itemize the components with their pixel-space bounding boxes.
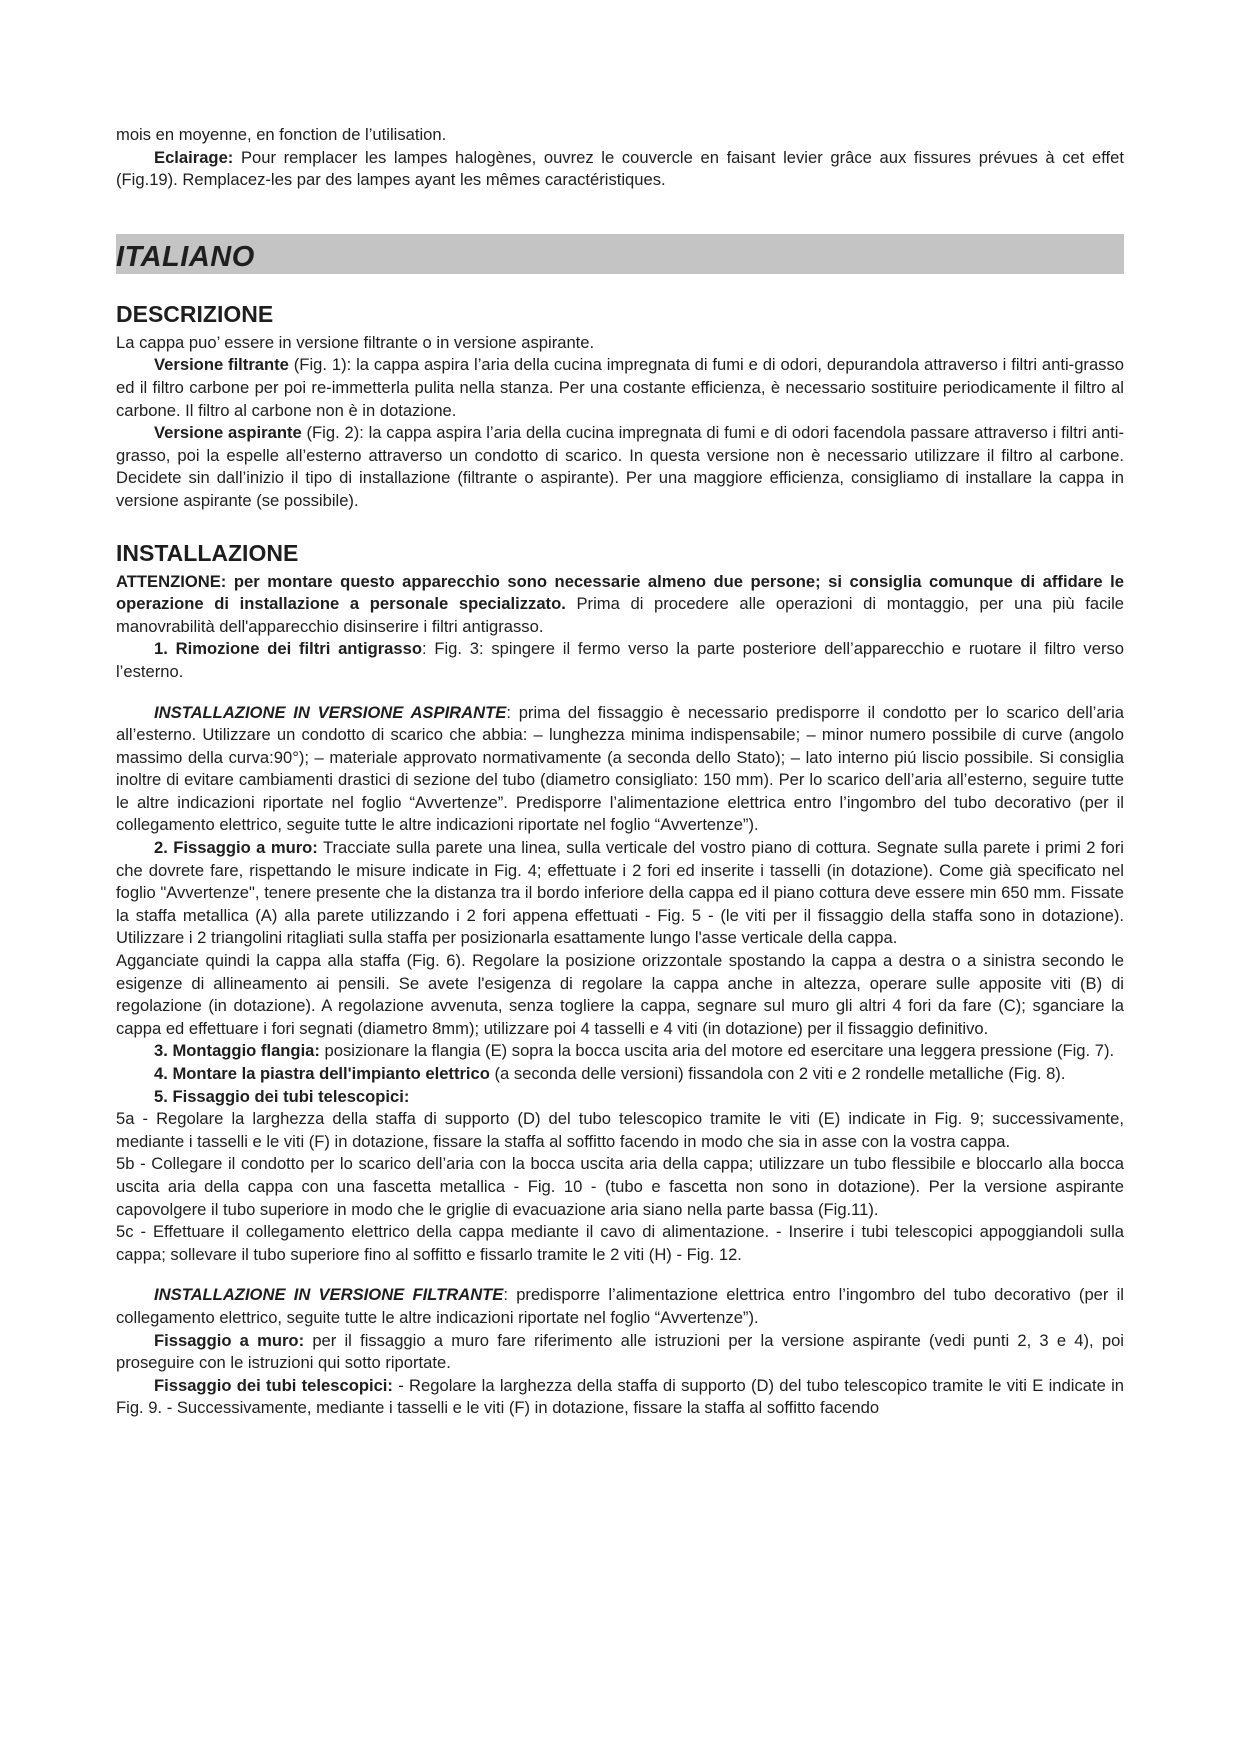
paragraph-step1 — [116, 638, 1124, 683]
label-aspirante: Versione aspirante — [154, 423, 302, 443]
text: posizionare la flangia (E) sopra la bocca uscita aria del motore ed esercitare una leggera pressione (Fig. 7). — [319, 1041, 1115, 1061]
section-banner — [116, 234, 1124, 274]
text: : Fig. 3: spingere il fermo verso la parte posteriore dell’apparecchio e ruotare il filtro verso l’esterno. — [116, 639, 1124, 681]
text: Pour remplacer les lampes halogènes, ouvrez le couvercle en faisant levier grâce aux fissures prévues à cet effet (Fig.19). Remplacez-les par des lampes ayant les mêmes caractéristiques. — [116, 147, 1124, 190]
text: : predisporre l’alimentazione elettrica entro l’ingombro del tubo decorativo (per il collegamento elettrico, seguite tutte le altre indicazioni riportate nel foglio “Avvertenze”). — [116, 1285, 1124, 1327]
paragraph-step3 — [116, 1040, 1124, 1063]
text: Prima di procedere alle operazioni di montaggio, per una più facile manovrabilità dell'apparecchio disinserire i filtri antigrasso. — [116, 594, 1125, 636]
paragraph-continuation — [116, 124, 1124, 147]
title-filtrante: INSTALLAZIONE IN VERSIONE FILTRANTE — [154, 1285, 504, 1305]
label-fissaggio-tubi: Fissaggio dei tubi telescopici: — [154, 1375, 393, 1395]
banner-title: ITALIANO — [116, 240, 255, 273]
text: Agganciate quindi la cappa alla staffa (Fig. 6). Regolare la posizione orizzontale spostando la cappa a destra o a sinistra secondo le esigenze di allineamento ai pensili. Se avete l'esigenza di regolare la cappa anche in altezza, operare sulle apposite viti (B) di regolazione (in dotazione). A regolazione avvenuta, senza togliere la cappa, segnare sul muro gli altri 4 fori da fare (C); sganciare la cappa ed effettuare i fori segnati (diametro 8mm); utilizzare poi 4 tasselli e 4 viti (in dotazione) per il fissaggio definitivo. — [116, 951, 1124, 1038]
paragraph-step5a — [116, 1108, 1124, 1153]
label-step4: 4. Montare la piastra dell'impianto elettrico — [154, 1064, 490, 1083]
text: La cappa puo’ essere in versione filtrante o in versione aspirante. — [116, 332, 595, 352]
label-filtrante: Versione filtrante — [154, 355, 289, 375]
paragraph-fissaggio-muro — [116, 1330, 1124, 1375]
document-page — [116, 124, 1124, 1420]
text: (Fig. 1): la cappa aspira l’aria della cucina impregnata di fumi e di odori, depurandola attraverso i filtri anti-grasso ed il filtro carbone per poi re-immetterla pulita nella stanza. Per una costante efficienza, è necessario sostituire periodicamente il filtro al carbone. Il filtro al carbone non è in dotazione. — [116, 355, 1124, 420]
paragraph-agganciate — [116, 950, 1124, 1040]
label-eclairage: Eclairage: — [154, 147, 234, 167]
paragraph-step5-label — [116, 1086, 1124, 1109]
paragraph-eclairage — [116, 147, 1124, 192]
text: - Regolare la larghezza della staffa di supporto (D) del tubo telescopico tramite le viti E indicate in Fig. 9. - Successivamente, mediante i tasselli e le viti (F) in dotazione, fissare la staffa al soffitto facendo — [116, 1375, 1124, 1418]
text: (Fig. 2): la cappa aspira l’aria della cucina impregnata di fumi e di odori facendola passare attraverso i filtri anti-grasso, poi la espelle all’esterno attraverso un condotto di scarico. In questa versione non è necessario utilizzare il filtro al carbone. Decidete sin dall’inizio il tipo di installazione (filtrante o aspirante). Per una maggiore efficienza, consigliamo di installare la cappa in versione aspirante (se possibile). — [116, 423, 1124, 510]
paragraph-aspirante — [116, 422, 1124, 512]
heading-descrizione: DESCRIZIONE — [116, 300, 274, 327]
text: (a seconda delle versioni) fissandola con 2 viti e 2 rondelle metalliche (Fig. 8). — [489, 1064, 1066, 1083]
label-step2: 2. Fissaggio a muro: — [154, 838, 318, 858]
label-step3: 3. Montaggio flangia: — [154, 1041, 320, 1061]
paragraph-step2 — [116, 837, 1124, 950]
warning-text: ATTENZIONE: per montare questo apparecchio sono necessarie almeno due persone; si consiglia comunque di affidare le operazione di installazione a personale specializzato. — [116, 571, 1124, 614]
paragraph-attenzione — [116, 571, 1124, 639]
title-aspirante: INSTALLAZIONE IN VERSIONE ASPIRANTE — [154, 702, 507, 722]
paragraph-step5b — [116, 1153, 1124, 1221]
text: mois en moyenne, en fonction de l’utilisation. — [116, 125, 447, 144]
text: 5c - Effettuare il collegamento elettrico della cappa mediante il cavo di alimentazione. - Inserire i tubi telescopici appoggiandoli sulla cappa; sollevare il tubo superiore fino al soffitto e fissarlo tramite le 2 viti (H) - Fig. 12. — [116, 1222, 1124, 1264]
paragraph-step5c — [116, 1221, 1124, 1266]
paragraph-intro — [116, 332, 1124, 355]
paragraph-fissaggio-tubi — [116, 1375, 1124, 1420]
text: per il fissaggio a muro fare riferimento alle istruzioni per la versione aspirante (vedi punti 2, 3 e 4), poi proseguire con le istruzioni qui sotto riportate. — [116, 1330, 1124, 1373]
heading-installazione: INSTALLAZIONE — [116, 539, 299, 566]
text: 5a - Regolare la larghezza della staffa di supporto (D) del tubo telescopico tramite le viti (E) indicate in Fig. 9; successivamente, mediante i tasselli e le viti (F) in dotazione, fissare la staffa al soffitto facendo in modo che sia in asse con la vostra cappa. — [116, 1109, 1124, 1151]
text: 5b - Collegare il condotto per lo scarico dell’aria con la bocca uscita aria della cappa; utilizzare un tubo flessibile e bloccarlo alla bocca uscita aria della cappa con una fascetta metallica - Fig. 10 - (tubo e fascetta non sono in dotazione). Per la versione aspirante capovolgere il tubo superiore in modo che le griglie di evacuazione aria siano nella parte bassa (Fig.11). — [116, 1154, 1124, 1219]
paragraph-step4 — [116, 1063, 1124, 1086]
label-step5: 5. Fissaggio dei tubi telescopici: — [154, 1086, 410, 1106]
paragraph-filtrante-install — [116, 1284, 1124, 1329]
text: : prima del fissaggio è necessario predisporre il condotto per lo scarico dell’aria all’esterno. Utilizzare un condotto di scarico che abbia: – lunghezza minima indispensabile; – minor numero possibile di curve (angolo massimo della curva:90°); – materiale approvato normativamente (a seconda dello Stato); – lato interno piú liscio possibile. Si consiglia inoltre di evitare cambiamenti drastici di sezione del tubo (diametro consigliato: 150 mm). Per lo scarico dell’aria all’esterno, seguire tutte le altre indicazioni riportate nel foglio “Avvertenze”. Predisporre l’alimentazione elettrica entro l’ingombro del tubo decorativo (per il collegamento elettrico, seguite tutte le altre indicazioni riportate nel foglio “Avvertenze”). — [116, 702, 1124, 835]
label-step1: 1. Rimozione dei filtri antigrasso — [154, 639, 422, 659]
paragraph-filtrante — [116, 354, 1124, 422]
paragraph-aspirante-install — [116, 702, 1124, 838]
text: Tracciate sulla parete una linea, sulla verticale del vostro piano di cottura. Segnate sulla parete i primi 2 fori che dovrete fare, rispettando le misure indicate in Fig. 4; effettuate i 2 fori ed inserite i tasselli (in dotazione). Come già specificato nel foglio "Avvertenze", tenere presente che la distanza tra il bordo inferiore della cappa ed il piano cottura deve essere min 650 mm. Fissate la staffa metallica (A) alla parete utilizzando i 2 fori appena effettuati - Fig. 5 - (le viti per il fissaggio della staffa sono in dotazione). Utilizzare i 2 triangolini ritagliati sulla staffa per posizionarla esattamente lungo l'asse verticale della cappa. — [116, 838, 1124, 948]
label-fissaggio-muro: Fissaggio a muro: — [154, 1330, 305, 1350]
